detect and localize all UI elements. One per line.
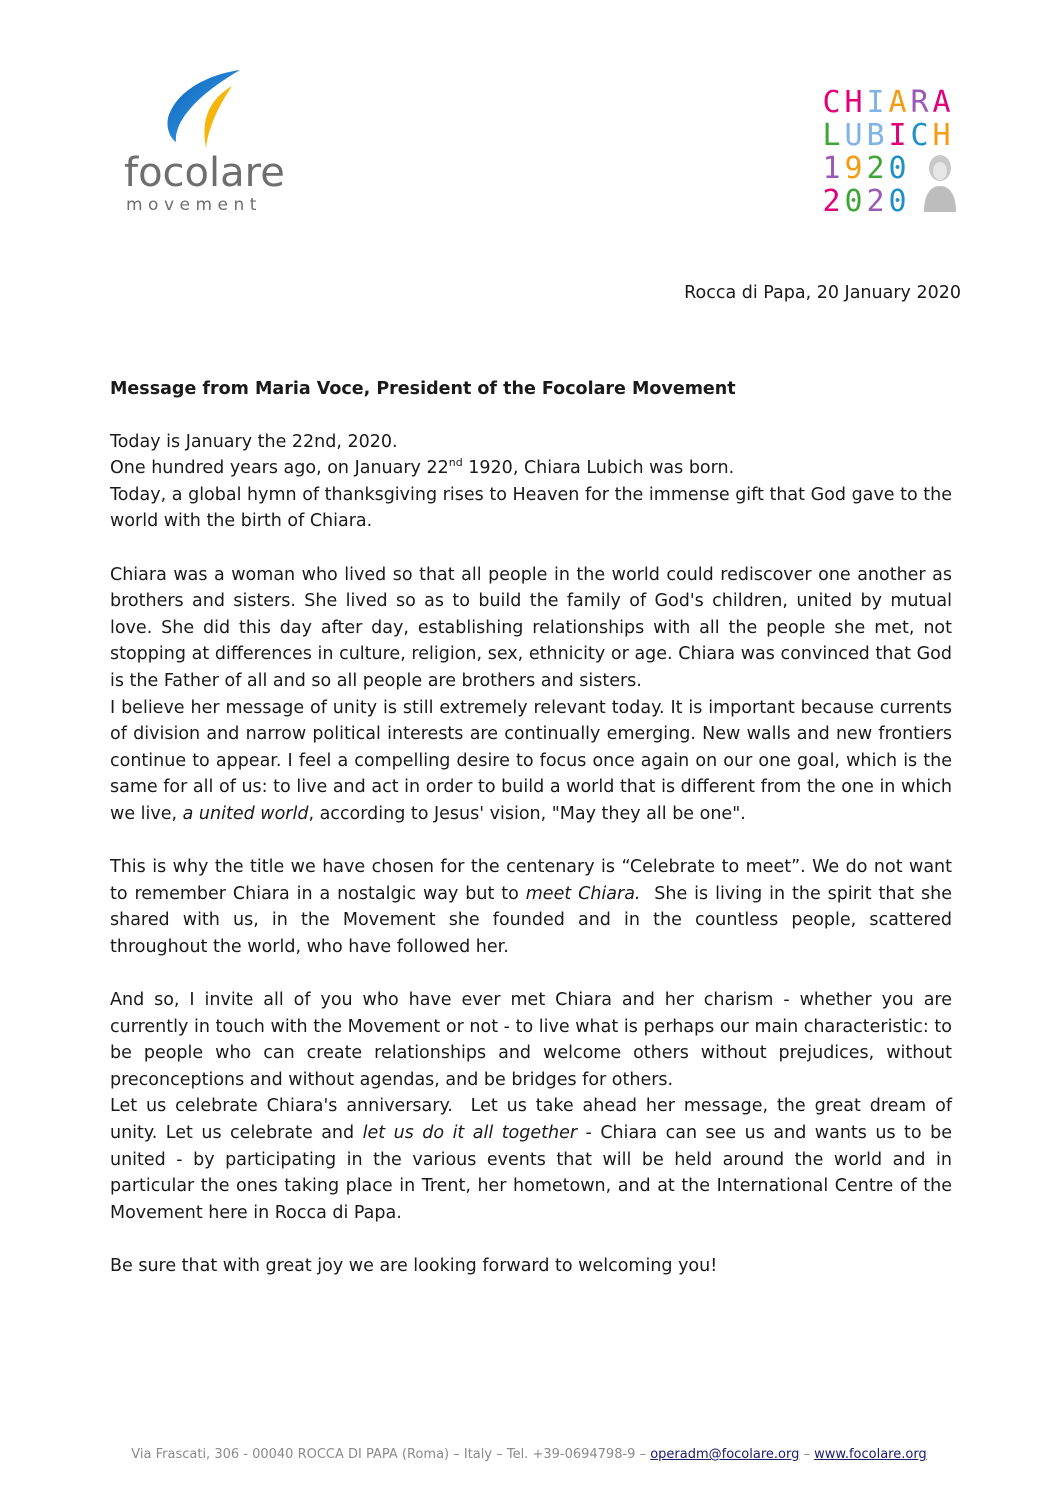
letter-heading: Message from Maria Voce, President of the Focolare Movement <box>110 379 736 399</box>
logo-letter: H <box>844 85 866 120</box>
logo-subtitle: movement <box>126 195 262 215</box>
superscript: nd <box>448 456 463 470</box>
logo-letter: 2 <box>866 184 888 219</box>
paragraph-3: I believe her message of unity is still extremely relevant today. It is important because currents of division and narrow political interests are continually emerging. New walls and new frontiers continue to appear. I feel a compelling desire to focus once again on our one goal, which is the same for all of us: to live and act in order to build a world that is different from the one in which we live, a united world, according to Jesus' vision, "May they all be one". <box>110 697 952 824</box>
logo-letter: H <box>932 118 954 153</box>
website-link[interactable]: www.focolare.org <box>814 1447 927 1462</box>
logo-letter: 9 <box>844 151 866 186</box>
paragraph-5: And so, I invite all of you who have ever met Chiara and her charism - whether you are currently in touch with the Movement or not - to live what is perhaps our main characteristic: to be people who can create relationships and welcome others without prejudices, without preconceptions and without agendas, and be bridges for others. <box>110 990 952 1090</box>
letter-body <box>110 376 958 1280</box>
logo-letter: 0 <box>888 184 910 219</box>
logo-letter: U <box>844 118 866 153</box>
logo-line-3 <box>822 152 910 185</box>
letter-date: Rocca di Papa, 20 January 2020 <box>684 283 961 303</box>
focolare-logo <box>120 68 310 228</box>
logo-line-1 <box>822 86 954 119</box>
logo-line-2 <box>822 119 954 152</box>
footer-address: Via Frascati, 306 - 00040 ROCCA DI PAPA (Roma) – Italy – Tel. +39-0694798-9 – <box>131 1447 651 1462</box>
paragraph-4: This is why the title we have chosen for the centenary is “Celebrate to meet”. We do not want to remember Chiara in a nostalgic way but to meet Chiara. She is living in the spirit that she shared with us, in the Movement she founded and in the countless people, scattered throughout the world, who have followed her. <box>110 857 958 957</box>
logo-letter: 2 <box>822 184 844 219</box>
paragraph-intro-line-1: Today is January the 22nd, 2020. <box>110 431 398 452</box>
logo-wordmark: focolare <box>124 150 285 196</box>
logo-letter: L <box>822 118 844 153</box>
logo-letter: 2 <box>866 151 888 186</box>
logo-letter: A <box>932 85 954 120</box>
email-link[interactable]: operadm@focolare.org <box>650 1447 800 1462</box>
paragraph-intro-line-2: One hundred years ago, on January 22nd 1920, Chiara Lubich was born. <box>110 456 735 479</box>
chiara-lubich-centenary-logo <box>822 86 962 221</box>
logo-letter: 0 <box>844 184 866 219</box>
logo-letter: 0 <box>888 151 910 186</box>
portrait-image <box>922 152 958 212</box>
logo-letter: 1 <box>822 151 844 186</box>
paragraph-intro-line-3: Today, a global hymn of thanksgiving rises to Heaven for the immense gift that God gave to the world with the birth of Chiara. <box>110 484 952 532</box>
flame-swoosh-icon <box>162 68 252 150</box>
logo-letter: C <box>910 118 932 153</box>
paragraph-6: Let us celebrate Chiara's anniversary. Let us take ahead her message, the great dream of unity. Let us celebrate and let us do it all together - Chiara can see us and wants us to be united - by participating in the various events that will be held around the world and in particular the ones taking place in Trent, her hometown, and at the International Centre of the Movement here in Rocca di Papa. <box>110 1096 958 1223</box>
paragraph-2: Chiara was a woman who lived so that all people in the world could rediscover one another as brothers and sisters. She lived so as to build the family of God's children, united by mutual love. She did this day after day, establishing relationships with all the people she met, not stopping at differences in culture, religion, sex, ethnicity or age. Chiara was convinced that God is the Father of all and so all people are brothers and sisters. <box>110 564 952 691</box>
footer-contact: Via Frascati, 306 - 00040 ROCCA DI PAPA (Roma) – Italy – Tel. +39-0694798-9 – operadm@focolare.org – www.focolare.org <box>131 1447 927 1462</box>
logo-line-4 <box>822 185 910 218</box>
logo-letter: R <box>910 85 932 120</box>
paragraph-closing: Be sure that with great joy we are looking forward to welcoming you! <box>110 1256 718 1276</box>
logo-letter: B <box>866 118 888 153</box>
logo-letter: I <box>888 118 910 153</box>
logo-letter: C <box>822 85 844 120</box>
logo-letter: I <box>866 85 888 120</box>
logo-letter: A <box>888 85 910 120</box>
